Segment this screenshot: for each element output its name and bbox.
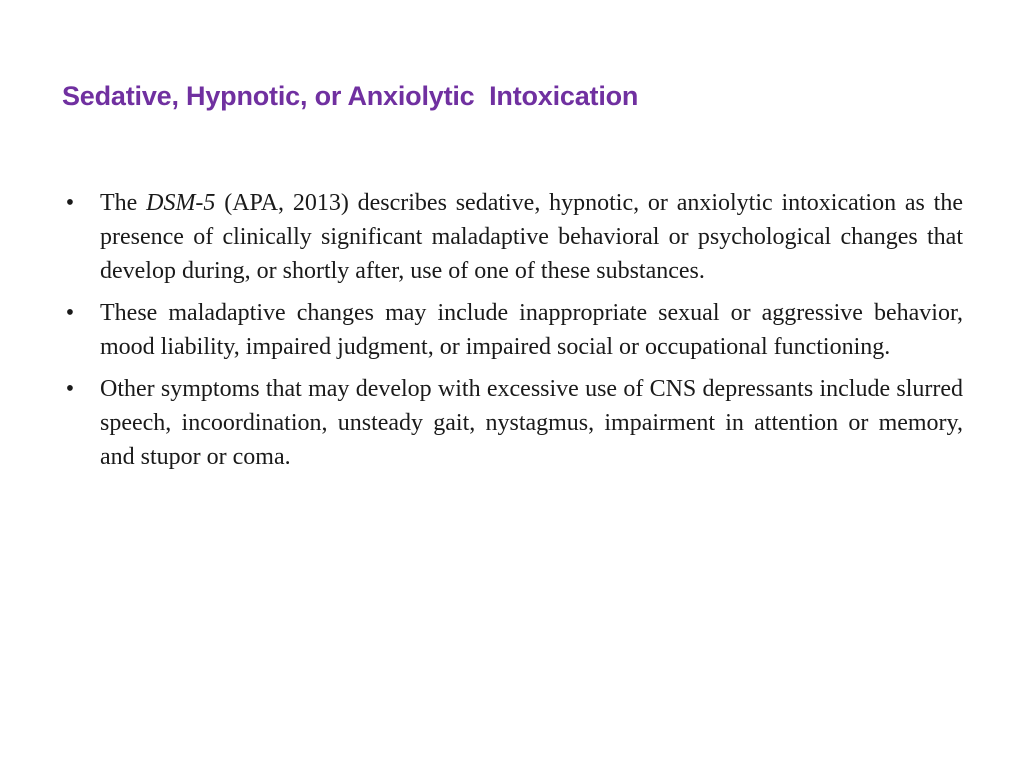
bullet-marker: •: [65, 190, 75, 216]
bullet-2-text: These maladaptive changes may include inappropriate sexual or aggressive behavior, mood liability, impaired judgment, or impaired social or occupational functioning.: [100, 300, 963, 360]
bullet-1-emphasis: DSM-5: [146, 190, 216, 216]
bullet-3-text: Other symptoms that may develop with excessive use of CNS depressants include slurred speech, incoordination, unsteady gait, nystagmus, impairment in attention or memory, and stupor or coma.: [100, 376, 963, 470]
bullet-item-3: [65, 372, 963, 474]
bullet-item-1: [65, 186, 964, 288]
bullet-marker: •: [65, 300, 75, 326]
bullet-item-2: [65, 296, 963, 364]
bullet-1-text: (APA, 2013) describes sedative, hypnotic, or anxiolytic intoxication as the presence of clinically significant maladaptive behavioral or psychological changes that develop during, or shortly after, use of one of these substances.: [100, 190, 964, 284]
bullet-1-prefix: The: [100, 190, 147, 216]
bullet-list: [65, 186, 964, 482]
bullet-marker: •: [65, 376, 75, 402]
slide-title: Sedative, Hypnotic, or Anxiolytic Intoxication: [62, 81, 639, 111]
